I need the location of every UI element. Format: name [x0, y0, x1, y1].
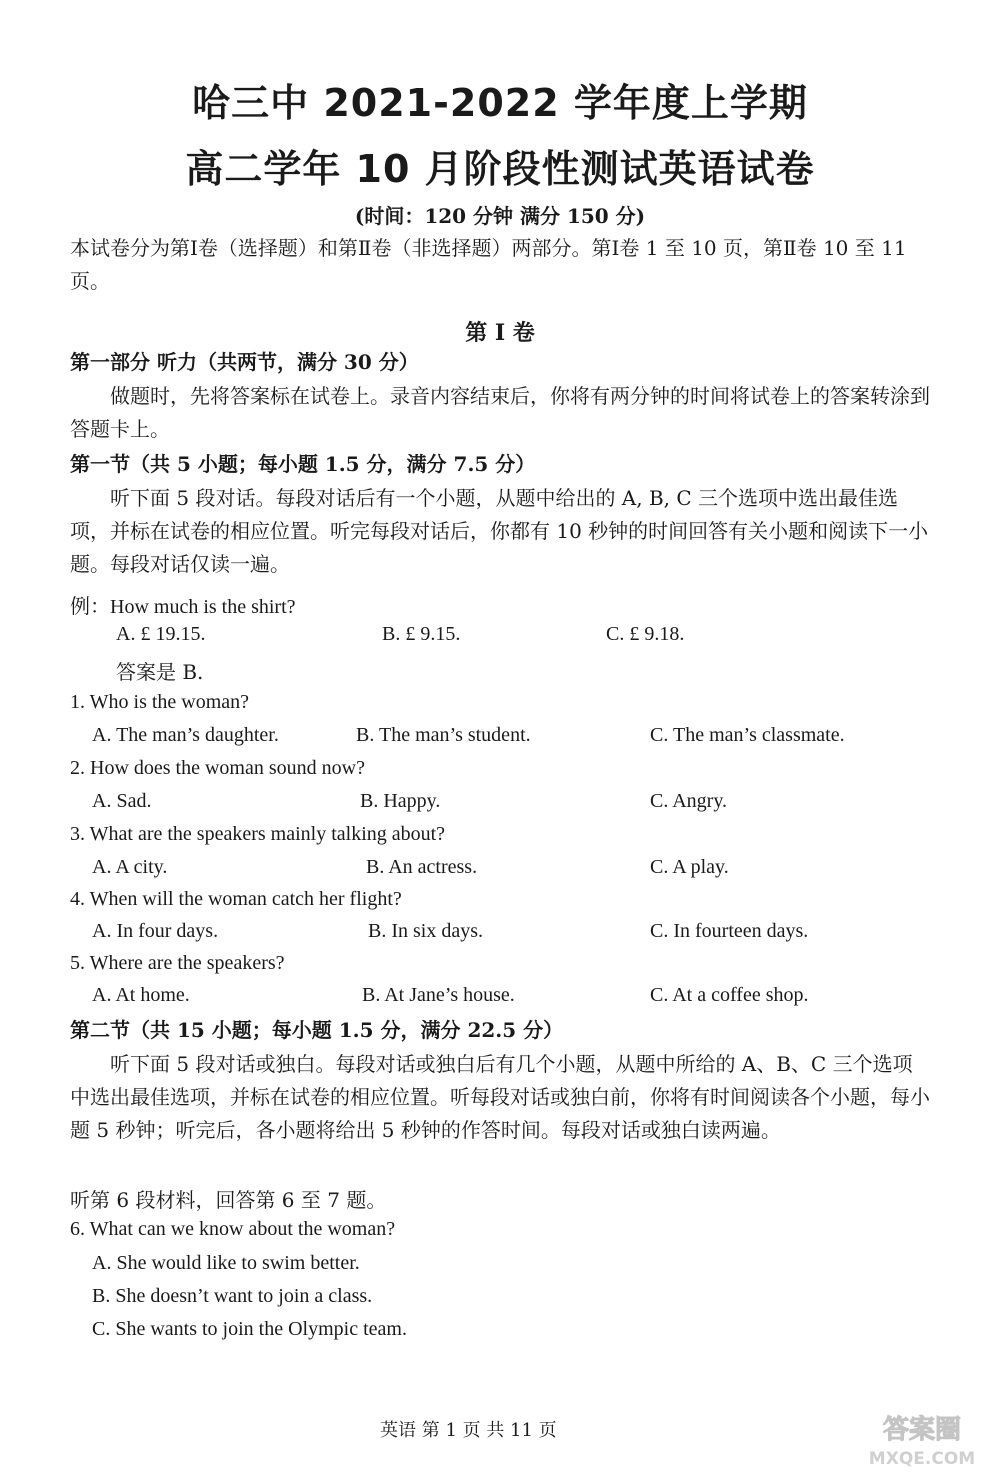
- part1-heading: 第一部分 听力（共两节，满分 30 分）: [70, 350, 419, 374]
- time-info: (时间：120 分钟 满分 150 分): [354, 204, 646, 228]
- exam-title-line2: 高二学年 10 月阶段性测试英语试卷: [185, 147, 815, 191]
- q1-option-b: B. The man’s student.: [356, 724, 531, 746]
- question-2: 2. How does the woman sound now?: [70, 757, 365, 779]
- q6-option-c: C. She wants to join the Olympic team.: [92, 1318, 407, 1340]
- page-footer: 英语 第 1 页 共 11 页: [380, 1420, 557, 1441]
- example-answer: 答案是 B.: [116, 660, 204, 684]
- q4-option-c: C. In fourteen days.: [650, 920, 809, 942]
- q6-option-a: A. She would like to swim better.: [92, 1252, 360, 1274]
- question-3: 3. What are the speakers mainly talking about?: [70, 823, 446, 845]
- q3-option-a: A. A city.: [92, 856, 168, 878]
- q1-option-c: C. The man’s classmate.: [650, 724, 845, 746]
- example-option-b: B. £ 9.15.: [382, 623, 461, 645]
- question-5: 5. Where are the speakers?: [70, 952, 285, 974]
- q4-option-b: B. In six days.: [368, 920, 483, 942]
- question-4: 4. When will the woman catch her flight?: [70, 888, 402, 910]
- q2-option-c: C. Angry.: [650, 790, 728, 812]
- watermark-logo: [852, 1408, 992, 1470]
- watermark-url: MXQE.COM: [868, 1449, 976, 1469]
- section2-instruction: 听下面 5 段对话或独白。每段对话或独白后有几个小题，从题中所给的 A、B、C 三个选项中选出最佳选项，并标在试卷的相应位置。听每段对话或独白前，你将有时间阅读各个小题，每小题 5 秒钟；听完后，各小题将给出 5 秒钟的作答时间。每段对话或独白读两遍。: [70, 1052, 930, 1142]
- q3-option-b: B. An actress.: [366, 856, 478, 878]
- example-option-a: A. £ 19.15.: [116, 623, 206, 645]
- section2-heading: 第二节（共 15 小题；每小题 1.5 分，满分 22.5 分）: [70, 1018, 564, 1042]
- section1-instruction: 听下面 5 段对话。每段对话后有一个小题，从题中给出的 A, B, C 三个选项中选出最佳选项，并标在试卷的相应位置。听完每段对话后，你都有 10 秒钟的时间回答有关小题和阅读下一小题。每段对话仅读一遍。: [70, 486, 929, 576]
- q5-option-c: C. At a coffee shop.: [650, 984, 809, 1006]
- q1-option-a: A. The man’s daughter.: [92, 724, 279, 746]
- q3-option-c: C. A play.: [650, 856, 729, 878]
- q6-option-b: B. She doesn’t want to join a class.: [92, 1285, 373, 1307]
- example-question: 例：How much is the shirt?: [70, 596, 296, 618]
- q4-option-a: A. In four days.: [92, 920, 219, 942]
- material-note: 听第 6 段材料，回答第 6 至 7 题。: [70, 1188, 387, 1212]
- section1-heading: 第一节（共 5 小题；每小题 1.5 分，满分 7.5 分）: [70, 452, 536, 476]
- volume-title: 第 Ⅰ 卷: [465, 320, 535, 346]
- example-option-c: C. £ 9.18.: [606, 623, 685, 645]
- q5-option-a: A. At home.: [92, 984, 190, 1006]
- watermark-text: 答案圈: [882, 1415, 962, 1445]
- q2-option-b: B. Happy.: [360, 790, 441, 812]
- question-6: 6. What can we know about the woman?: [70, 1218, 396, 1240]
- exam-title-line1: 哈三中 2021-2022 学年度上学期: [192, 81, 808, 125]
- q2-option-a: A. Sad.: [92, 790, 152, 812]
- q5-option-b: B. At Jane’s house.: [362, 984, 515, 1006]
- intro-paragraph: 本试卷分为第Ⅰ卷（选择题）和第Ⅱ卷（非选择题）两部分。第Ⅰ卷 1 至 10 页，第Ⅱ卷 10 至 11 页。: [70, 236, 907, 293]
- question-1: 1. Who is the woman?: [70, 691, 250, 713]
- part1-instruction: 做题时，先将答案标在试卷上。录音内容结束后，你将有两分钟的时间将试卷上的答案转涂到答题卡上。: [70, 384, 930, 441]
